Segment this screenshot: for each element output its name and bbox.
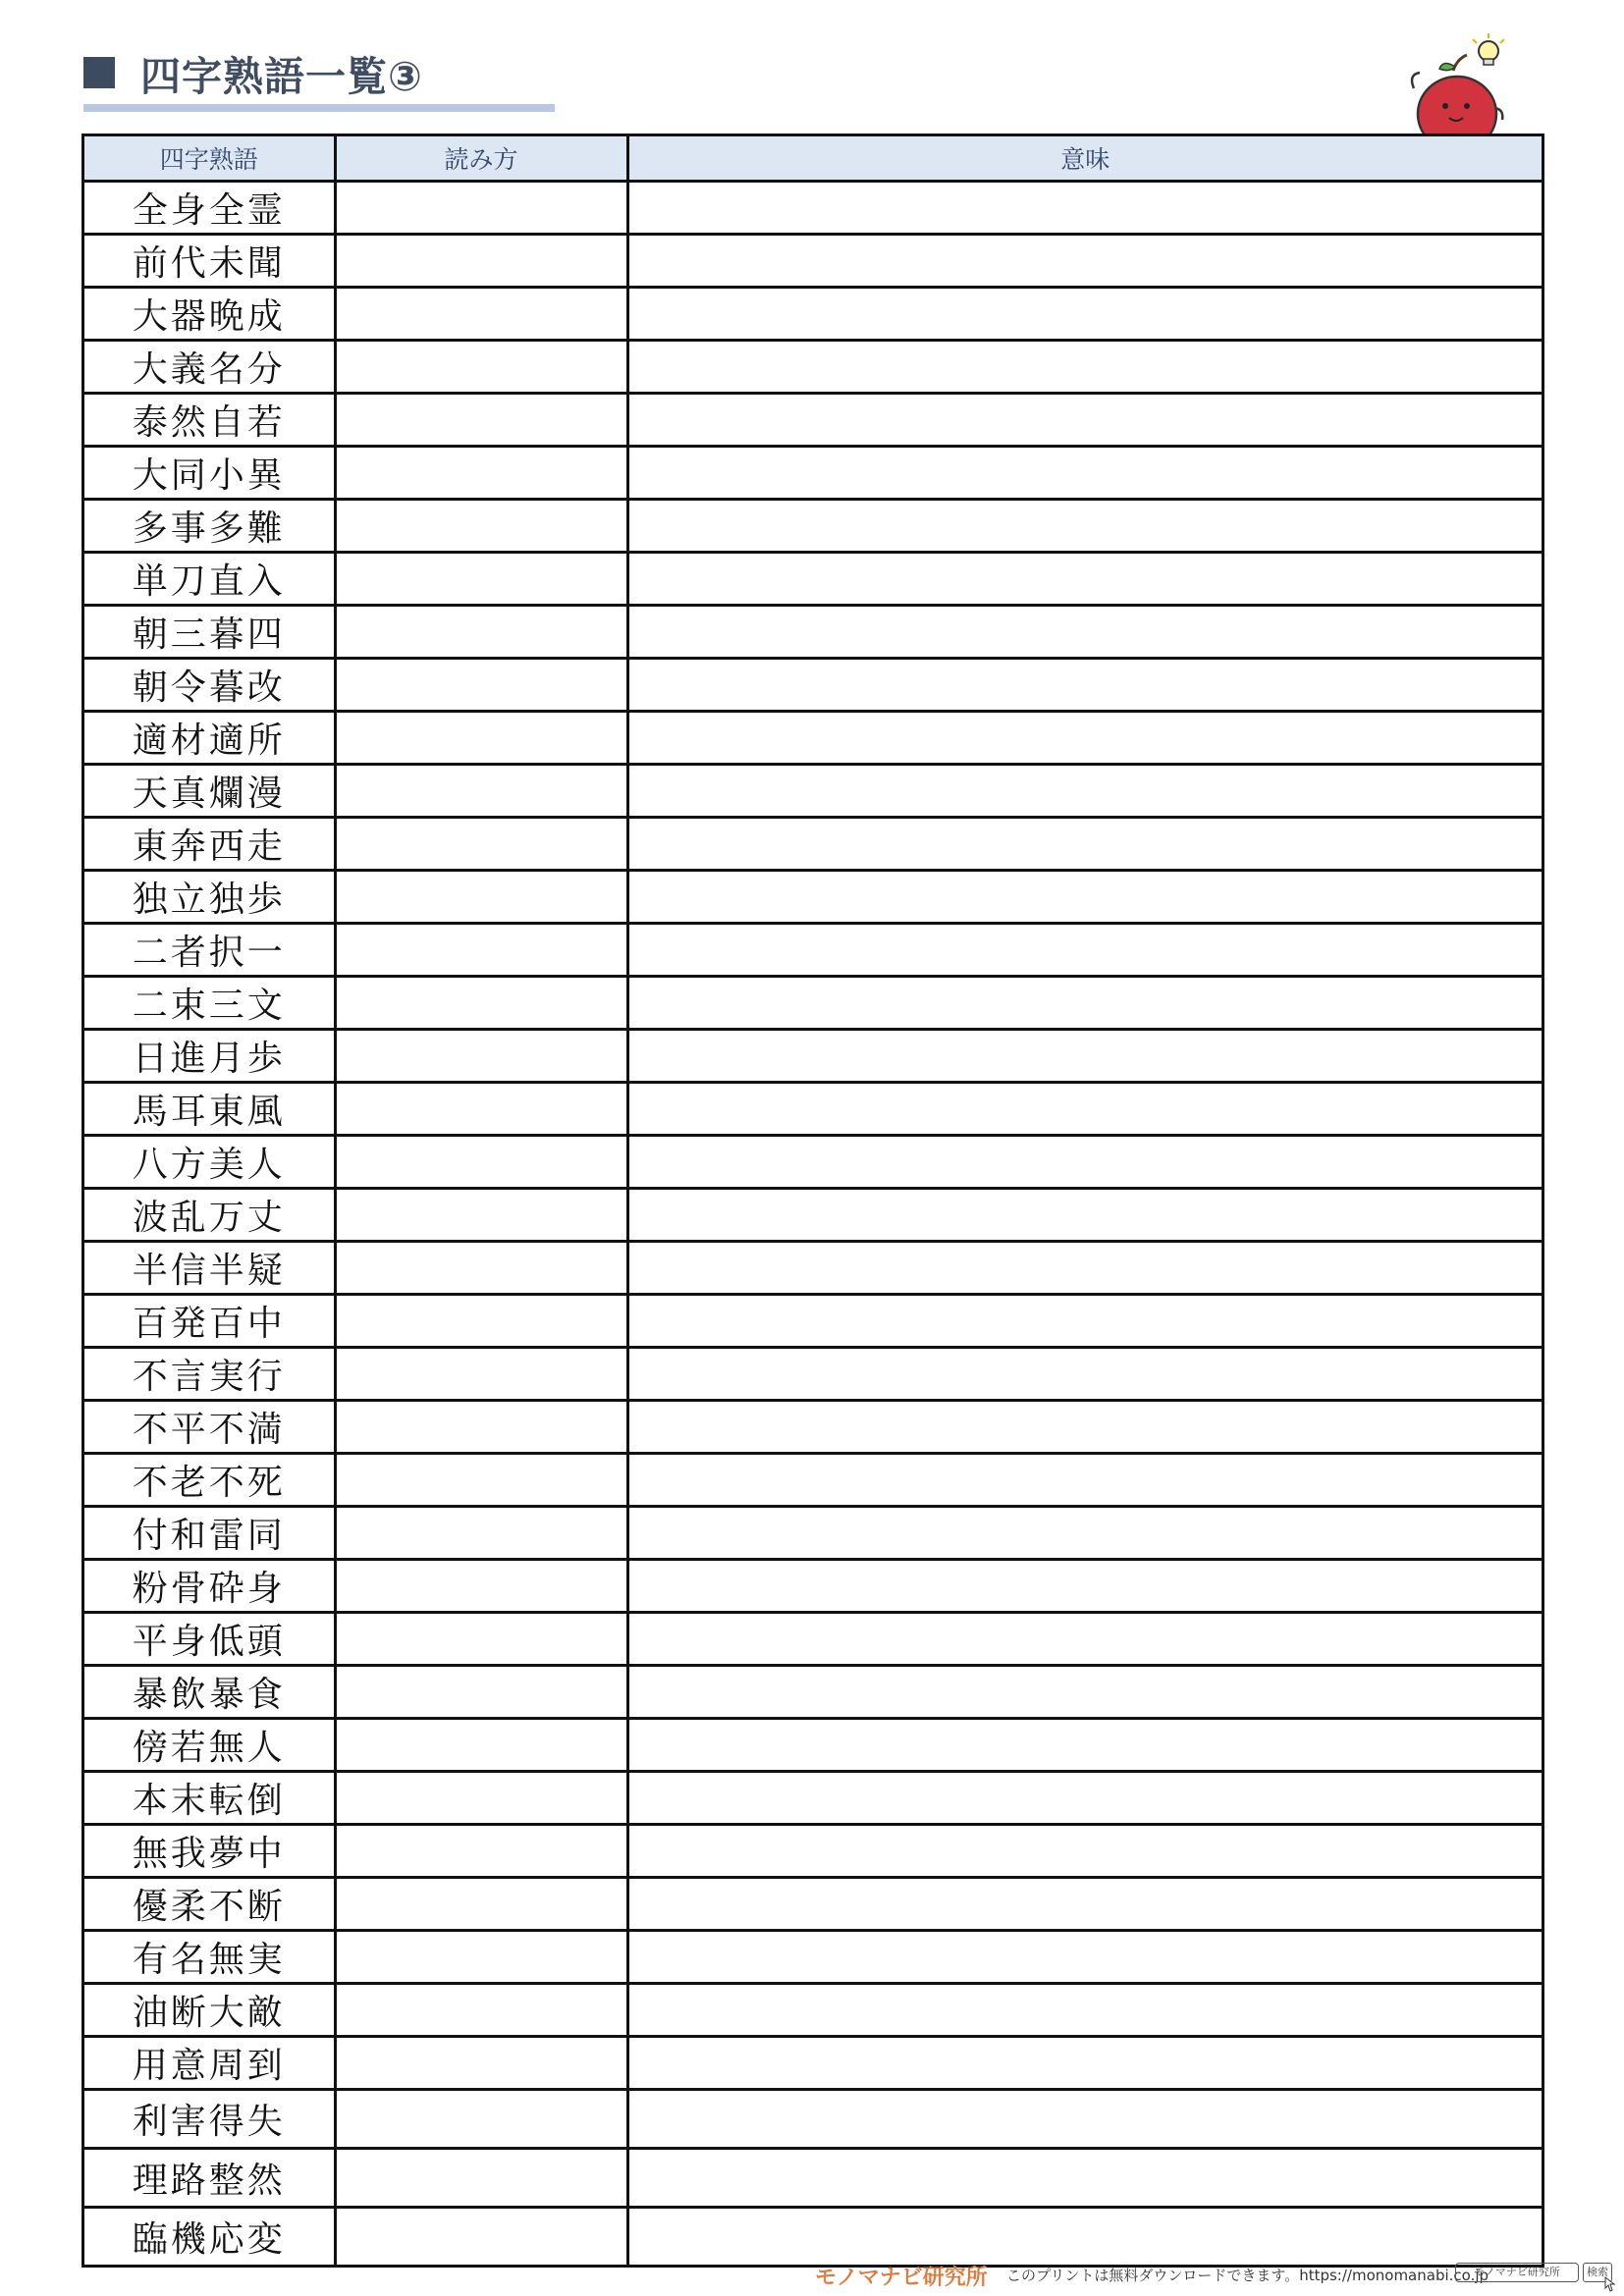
reading-answer-cell[interactable] <box>335 1189 627 1242</box>
reading-answer-cell[interactable] <box>335 2037 627 2090</box>
yojijukugo-cell: 付和雷同 <box>84 1507 335 1560</box>
reading-answer-cell[interactable] <box>335 288 627 341</box>
yojijukugo-cell: 適材適所 <box>84 712 335 765</box>
meaning-answer-cell[interactable] <box>627 288 1542 341</box>
reading-answer-cell[interactable] <box>335 1136 627 1189</box>
yojijukugo-cell: 東奔西走 <box>84 818 335 871</box>
table-row <box>84 1666 1542 1719</box>
meaning-answer-cell[interactable] <box>627 1931 1542 1984</box>
yojijukugo-cell: 暴飲暴食 <box>84 1666 335 1719</box>
reading-answer-cell[interactable] <box>335 977 627 1030</box>
table-row <box>84 1878 1542 1931</box>
meaning-answer-cell[interactable] <box>627 924 1542 977</box>
reading-answer-cell[interactable] <box>335 712 627 765</box>
yojijukugo-cell: 波乱万丈 <box>84 1189 335 1242</box>
yojijukugo-cell: 傍若無人 <box>84 1719 335 1772</box>
table-row <box>84 1825 1542 1878</box>
meaning-answer-cell[interactable] <box>627 1984 1542 2037</box>
reading-answer-cell[interactable] <box>335 500 627 553</box>
table-row <box>84 606 1542 659</box>
yojijukugo-cell: 平身低頭 <box>84 1613 335 1666</box>
meaning-answer-cell[interactable] <box>627 1719 1542 1772</box>
yojijukugo-cell: 利害得失 <box>84 2090 335 2149</box>
footer-search-box: モノマナビ研究所 <box>1455 2263 1579 2282</box>
yojijukugo-cell: 不老不死 <box>84 1454 335 1507</box>
yojijukugo-cell: 大同小異 <box>84 447 335 500</box>
reading-answer-cell[interactable] <box>335 1984 627 2037</box>
meaning-answer-cell[interactable] <box>627 2090 1542 2149</box>
table-row <box>84 1295 1542 1348</box>
yojijukugo-cell: 独立独歩 <box>84 871 335 924</box>
reading-answer-cell[interactable] <box>335 765 627 818</box>
meaning-answer-cell[interactable] <box>627 977 1542 1030</box>
reading-answer-cell[interactable] <box>335 1825 627 1878</box>
reading-answer-cell[interactable] <box>335 1030 627 1083</box>
reading-answer-cell[interactable] <box>335 818 627 871</box>
table-row <box>84 1772 1542 1825</box>
meaning-answer-cell[interactable] <box>627 1666 1542 1719</box>
table-row <box>84 1719 1542 1772</box>
yojijukugo-cell: 粉骨砕身 <box>84 1560 335 1613</box>
meaning-answer-cell[interactable] <box>627 1613 1542 1666</box>
kanji-list-sheet <box>81 133 1544 2268</box>
meaning-answer-cell[interactable] <box>627 1136 1542 1189</box>
page-footer <box>0 2253 1624 2292</box>
reading-answer-cell[interactable] <box>335 1719 627 1772</box>
table-row <box>84 2037 1542 2090</box>
footer-download-note: このプリントは無料ダウンロードできます。https://monomanabi.co.jp <box>1006 2267 1489 2284</box>
yojijukugo-cell: 大器晩成 <box>84 288 335 341</box>
yojijukugo-cell: 全身全霊 <box>132 190 286 231</box>
reading-answer-cell[interactable] <box>335 341 627 394</box>
meaning-answer-cell[interactable] <box>627 1772 1542 1825</box>
meaning-answer-cell[interactable] <box>627 765 1542 818</box>
table-row <box>84 871 1542 924</box>
reading-answer-cell[interactable] <box>335 1613 627 1666</box>
table-row <box>84 659 1542 712</box>
meaning-answer-cell[interactable] <box>627 553 1542 606</box>
column-header-meaning: 意味 <box>627 136 1542 182</box>
reading-answer-cell[interactable] <box>335 1401 627 1454</box>
yojijukugo-cell: 二者択一 <box>84 924 335 977</box>
reading-answer-cell[interactable] <box>335 235 627 288</box>
meaning-answer-cell[interactable] <box>627 394 1542 447</box>
reading-answer-cell[interactable] <box>335 871 627 924</box>
table-row <box>84 2090 1542 2149</box>
reading-answer-cell[interactable] <box>335 1348 627 1401</box>
page-title: 四字熟語一覧③ <box>140 52 423 100</box>
table-row <box>84 341 1542 394</box>
reading-answer-cell[interactable] <box>335 394 627 447</box>
table-row <box>84 394 1542 447</box>
table-row <box>84 2149 1542 2208</box>
meaning-answer-cell[interactable] <box>627 1454 1542 1507</box>
table-row <box>84 924 1542 977</box>
meaning-answer-cell[interactable] <box>627 712 1542 765</box>
yojijukugo-cell: 無我夢中 <box>84 1825 335 1878</box>
table-row <box>84 1136 1542 1189</box>
meaning-answer-cell[interactable] <box>627 1083 1542 1136</box>
meaning-answer-cell[interactable] <box>627 1560 1542 1613</box>
table-row <box>84 977 1542 1030</box>
reading-answer-cell[interactable] <box>335 182 627 235</box>
reading-answer-cell[interactable] <box>335 553 627 606</box>
meaning-answer-cell[interactable] <box>627 1189 1542 1242</box>
table-row <box>84 500 1542 553</box>
meaning-answer-cell[interactable] <box>627 1401 1542 1454</box>
yojijukugo-cell: 大義名分 <box>84 341 335 394</box>
meaning-answer-cell[interactable] <box>627 659 1542 712</box>
meaning-answer-cell[interactable] <box>627 1878 1542 1931</box>
table-row <box>84 712 1542 765</box>
table-row <box>84 1931 1542 1984</box>
table-row <box>84 1401 1542 1454</box>
table-row <box>84 182 1542 235</box>
yojijukugo-table <box>84 136 1542 2265</box>
meaning-answer-cell[interactable] <box>627 182 1542 235</box>
yojijukugo-cell: 優柔不断 <box>84 1878 335 1931</box>
yojijukugo-cell: 本末転倒 <box>84 1772 335 1825</box>
yojijukugo-cell: 朝三暮四 <box>84 606 335 659</box>
yojijukugo-cell: 有名無実 <box>84 1931 335 1984</box>
table-row <box>84 1242 1542 1295</box>
yojijukugo-cell: 油断大敵 <box>84 1984 335 2037</box>
meaning-answer-cell[interactable] <box>627 1295 1542 1348</box>
yojijukugo-cell: 八方美人 <box>84 1136 335 1189</box>
column-header-reading: 読み方 <box>335 136 627 182</box>
reading-answer-cell[interactable] <box>335 2149 627 2208</box>
reading-answer-cell[interactable] <box>335 1666 627 1719</box>
table-row <box>84 235 1542 288</box>
meaning-answer-cell[interactable] <box>627 2149 1542 2208</box>
yojijukugo-cell: 日進月歩 <box>84 1030 335 1083</box>
reading-answer-cell[interactable] <box>335 1083 627 1136</box>
meaning-answer-cell[interactable] <box>627 235 1542 288</box>
table-row <box>84 1507 1542 1560</box>
yojijukugo-cell: 前代未聞 <box>84 235 335 288</box>
meaning-answer-cell[interactable] <box>627 606 1542 659</box>
reading-answer-cell[interactable] <box>335 606 627 659</box>
meaning-answer-cell[interactable] <box>627 1242 1542 1295</box>
yojijukugo-cell: 不平不満 <box>84 1401 335 1454</box>
reading-answer-cell[interactable] <box>335 1295 627 1348</box>
reading-answer-cell[interactable] <box>335 1772 627 1825</box>
meaning-answer-cell[interactable] <box>627 1348 1542 1401</box>
footer-search-button: 検索 <box>1583 2263 1612 2282</box>
yojijukugo-cell: 朝令暮改 <box>84 659 335 712</box>
reading-answer-cell[interactable] <box>335 924 627 977</box>
yojijukugo-cell: 百発百中 <box>84 1295 335 1348</box>
meaning-answer-cell[interactable] <box>627 341 1542 394</box>
title-square-icon <box>83 57 115 88</box>
table-row <box>84 288 1542 341</box>
meaning-answer-cell[interactable] <box>627 1507 1542 1560</box>
reading-answer-cell[interactable] <box>335 447 627 500</box>
meaning-answer-cell[interactable] <box>627 1030 1542 1083</box>
yojijukugo-cell: 理路整然 <box>84 2149 335 2208</box>
table-row <box>84 1189 1542 1242</box>
reading-answer-cell[interactable] <box>335 1878 627 1931</box>
lightbulb-icon <box>1473 33 1504 65</box>
reading-answer-cell[interactable] <box>335 1931 627 1984</box>
meaning-answer-cell[interactable] <box>627 447 1542 500</box>
reading-answer-cell[interactable] <box>335 1507 627 1560</box>
meaning-answer-cell[interactable] <box>627 2037 1542 2090</box>
yojijukugo-cell: 半信半疑 <box>84 1242 335 1295</box>
page-title-block <box>83 37 423 108</box>
table-row <box>84 1348 1542 1401</box>
yojijukugo-cell: 臨機応変 <box>84 2208 335 2266</box>
yojijukugo-cell: 天真爛漫 <box>84 765 335 818</box>
yojijukugo-cell: 二束三文 <box>84 977 335 1030</box>
reading-answer-cell[interactable] <box>335 2090 627 2149</box>
meaning-answer-cell[interactable] <box>627 818 1542 871</box>
table-row <box>84 553 1542 606</box>
table-row <box>84 447 1542 500</box>
table-row <box>84 1984 1542 2037</box>
meaning-answer-cell[interactable] <box>627 871 1542 924</box>
title-underline <box>83 104 555 112</box>
table-row <box>84 765 1542 818</box>
meaning-answer-cell[interactable] <box>627 1825 1542 1878</box>
table-header-row <box>84 136 1542 182</box>
table-row <box>84 1613 1542 1666</box>
column-header-yojijukugo: 四字熟語 <box>84 136 335 182</box>
meaning-answer-cell[interactable] <box>627 500 1542 553</box>
table-row <box>84 1030 1542 1083</box>
table-row <box>84 818 1542 871</box>
reading-answer-cell[interactable] <box>335 1242 627 1295</box>
reading-answer-cell[interactable] <box>335 1560 627 1613</box>
table-row <box>84 1083 1542 1136</box>
yojijukugo-cell: 馬耳東風 <box>84 1083 335 1136</box>
reading-answer-cell[interactable] <box>335 659 627 712</box>
yojijukugo-cell: 泰然自若 <box>84 394 335 447</box>
pointer-cursor-icon <box>1602 2276 1616 2292</box>
table-row <box>84 1454 1542 1507</box>
footer-brand-logo: モノマナビ研究所 <box>815 2266 988 2290</box>
yojijukugo-cell: 多事多難 <box>84 500 335 553</box>
yojijukugo-cell: 不言実行 <box>84 1348 335 1401</box>
yojijukugo-cell: 用意周到 <box>84 2037 335 2090</box>
reading-answer-cell[interactable] <box>335 1454 627 1507</box>
table-row <box>84 1560 1542 1613</box>
yojijukugo-cell: 単刀直入 <box>84 553 335 606</box>
